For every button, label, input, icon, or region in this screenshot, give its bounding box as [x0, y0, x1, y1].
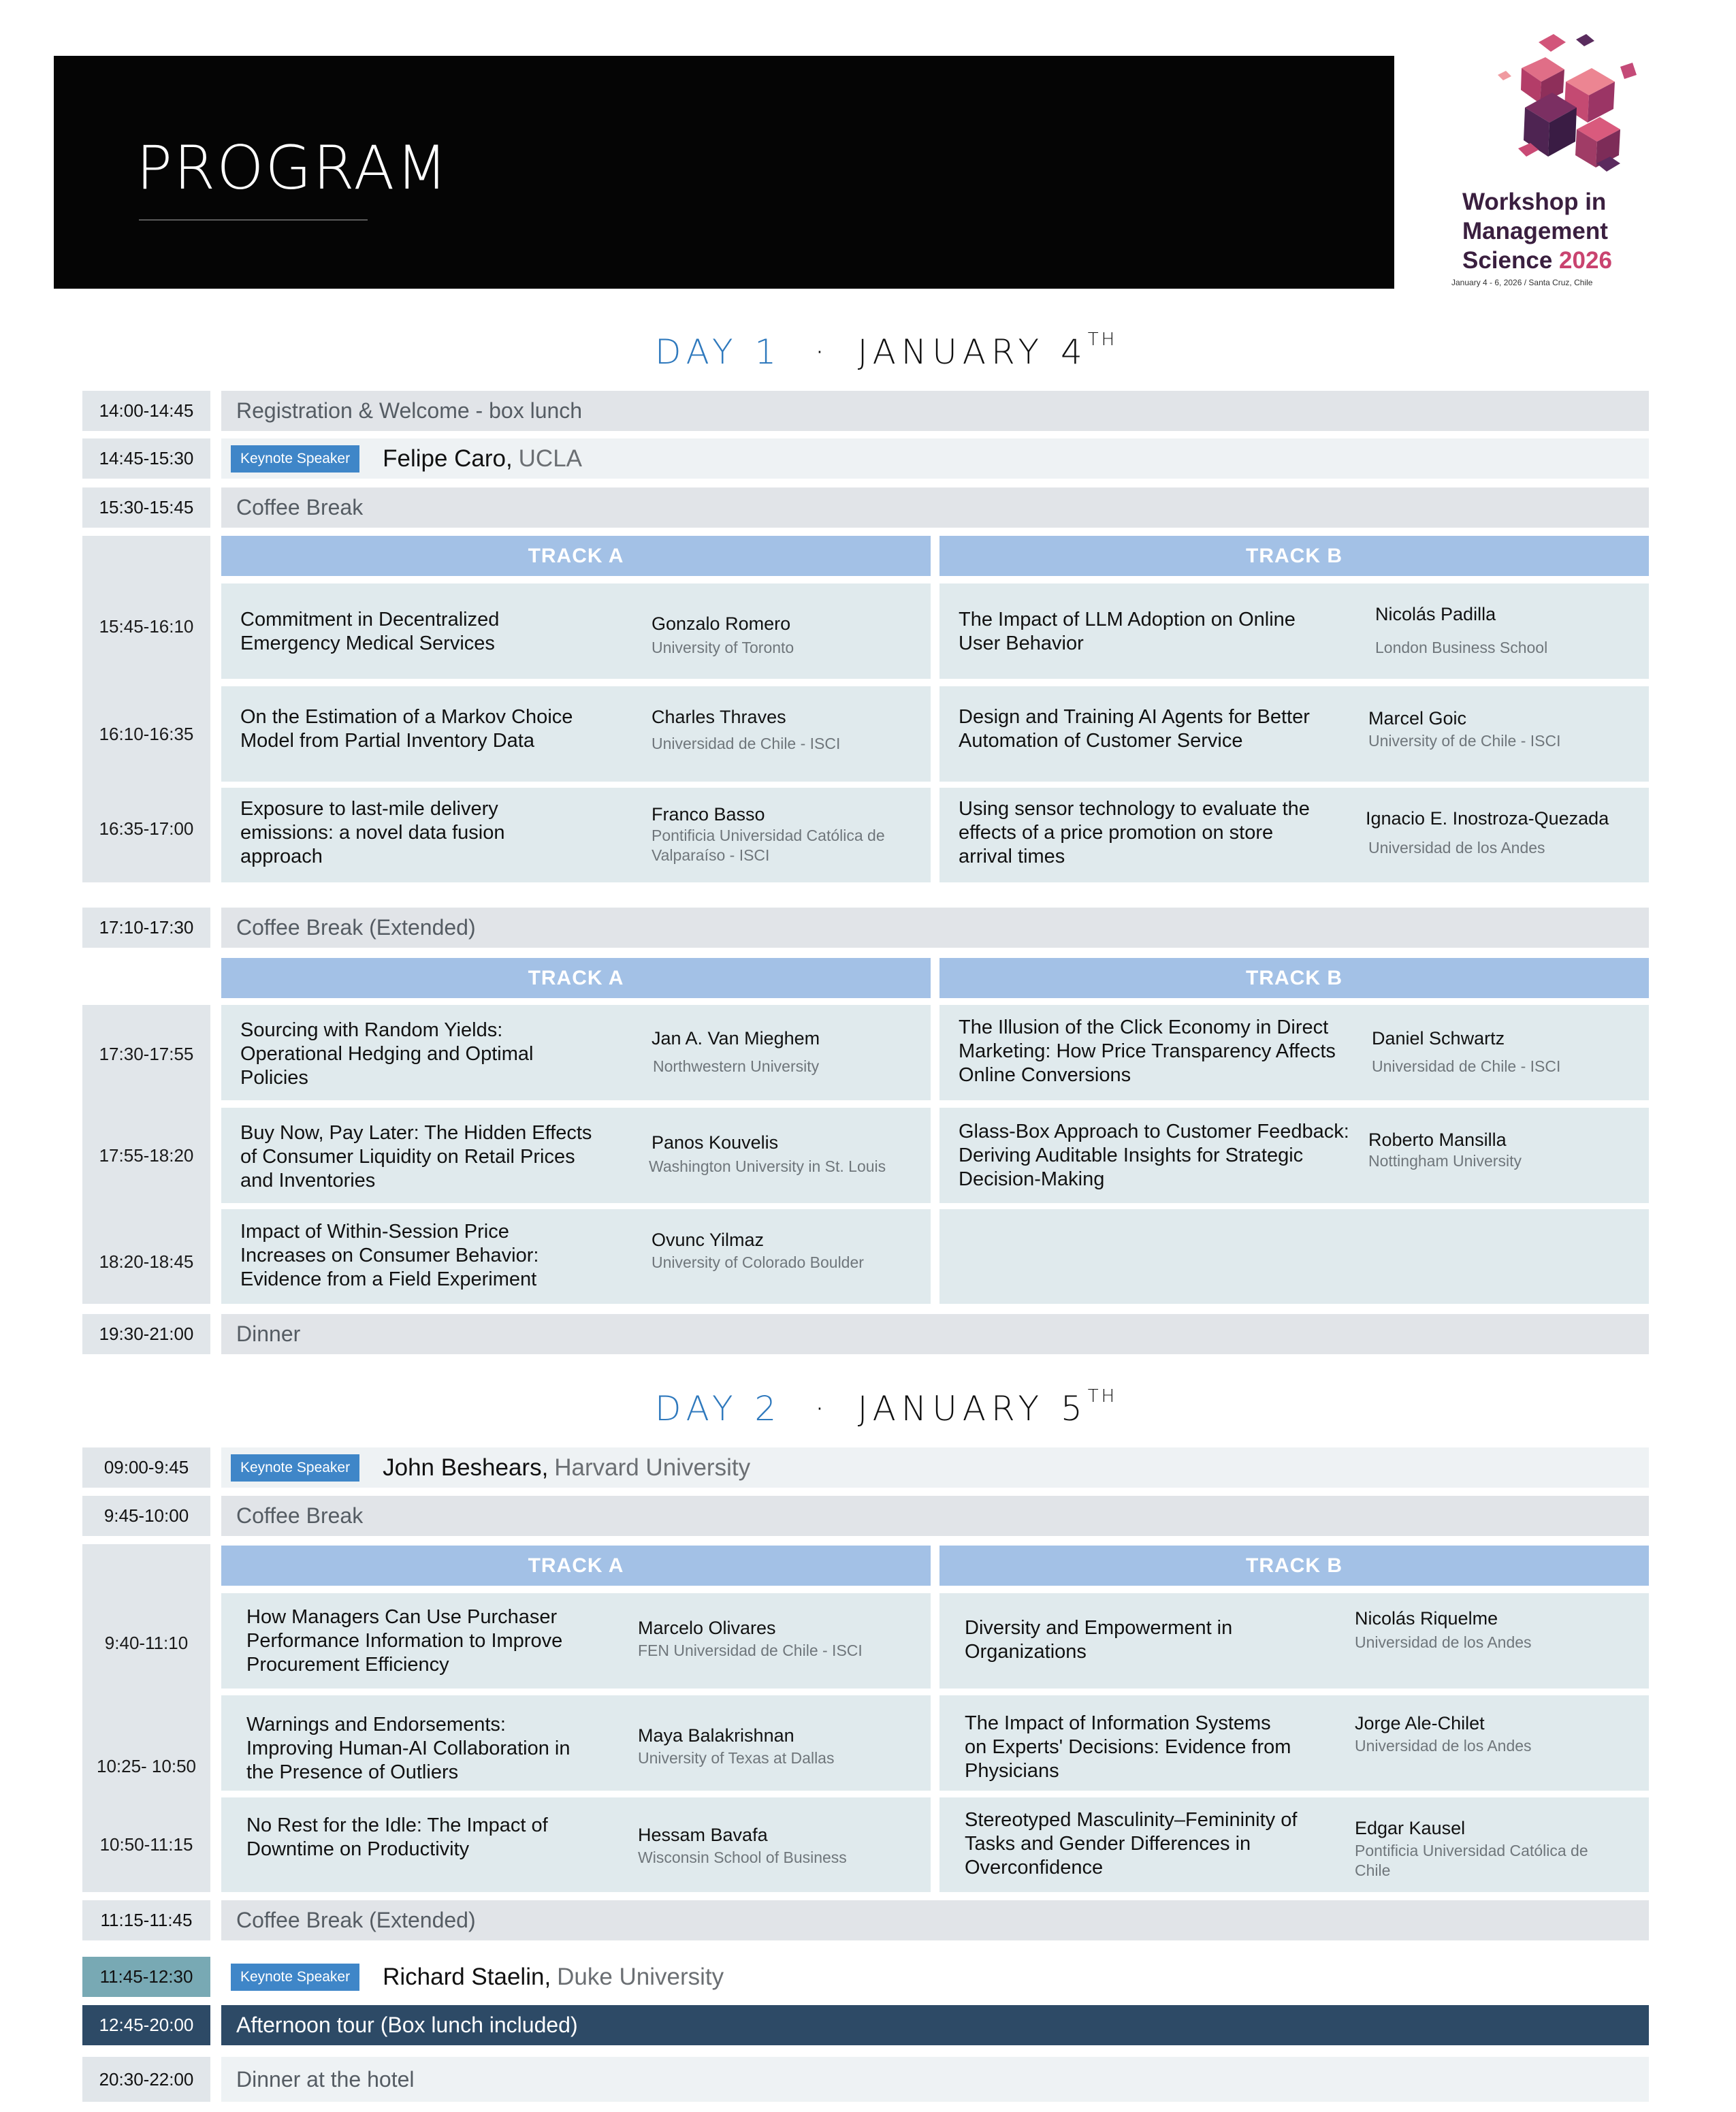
- talk-title: The Illusion of the Click Economy in Direct Marketing: How Price Transparency Affects Online Conversions: [959, 1017, 1336, 1086]
- day2-title: DAY 2 · JANUARY 5TH: [655, 1386, 1118, 1428]
- track-b-header: TRACK B: [939, 958, 1649, 998]
- talk-speaker: Panos Kouvelis: [652, 1132, 779, 1153]
- talk-affiliation: London Business School: [1375, 639, 1548, 656]
- talk-affiliation: Universidad de los Andes: [1368, 839, 1545, 857]
- time-cell: 19:30-21:00: [82, 1314, 210, 1354]
- coffee-break-bar: Coffee Break: [221, 487, 1649, 528]
- talk-card: [939, 1797, 1649, 1892]
- talk-speaker: Hessam Bavafa: [638, 1825, 768, 1845]
- talk-title: Exposure to last-mile delivery emissions: a novel data fusion approach: [240, 798, 505, 867]
- talk-card: [221, 1797, 931, 1892]
- talk-speaker: Edgar Kausel: [1355, 1818, 1466, 1838]
- keynote-badge: Keynote Speaker: [231, 445, 359, 473]
- track-a-header: TRACK A: [221, 958, 931, 998]
- talk-affiliation: Universidad de Chile - ISCI: [1372, 1057, 1561, 1075]
- talk-affiliation: Wisconsin School of Business: [638, 1849, 847, 1866]
- talk-title: On the Estimation of a Markov Choice Model from Partial Inventory Data: [240, 706, 573, 752]
- talk-affiliation: Pontificia Universidad Católica de Chile: [1355, 1842, 1588, 1879]
- time-cell: 15:30-15:45: [82, 487, 210, 528]
- talk-speaker: Franco Basso: [652, 804, 765, 825]
- keynote-affiliation: Harvard University: [554, 1454, 751, 1481]
- talk-speaker: Jorge Ale-Chilet: [1355, 1713, 1485, 1733]
- talk-card: [939, 1108, 1649, 1203]
- talk-card: [221, 583, 931, 679]
- talk-card: [939, 1005, 1649, 1100]
- empty-talk-slot: [939, 1209, 1649, 1304]
- track-b-header: TRACK B: [939, 536, 1649, 576]
- coffee-break-bar: Coffee Break: [221, 1496, 1649, 1536]
- talk-card: [221, 1209, 931, 1304]
- talk-card: [221, 788, 931, 882]
- talk-speaker: Maya Balakrishnan: [638, 1725, 794, 1746]
- dinner-bar: Dinner at the hotel: [221, 2057, 1649, 2102]
- talk-affiliation: Washington University in St. Louis: [649, 1157, 886, 1175]
- talk-title: Diversity and Empowerment in Organizations: [965, 1617, 1233, 1663]
- talk-speaker: Jan A. Van Mieghem: [652, 1028, 820, 1049]
- talk-card: [221, 686, 931, 782]
- time-label: 15:45-16:10: [99, 616, 194, 637]
- talk-speaker: Ovunc Yilmaz: [652, 1230, 765, 1250]
- time-cell: 12:45-20:00: [82, 2005, 210, 2045]
- keynote-speaker: John Beshears,: [383, 1454, 549, 1481]
- talk-card: [221, 1695, 931, 1791]
- time-cell: 14:45-15:30: [82, 438, 210, 479]
- logo-cubes-icon: [1457, 27, 1641, 191]
- talk-title: Warnings and Endorsements: Improving Human-AI Collaboration in the Presence of Outliers: [246, 1714, 570, 1783]
- keynote-badge: Keynote Speaker: [231, 1964, 359, 1991]
- time-cell: 11:45-12:30: [82, 1957, 210, 1997]
- dinner-bar: Dinner: [221, 1314, 1649, 1354]
- time-cell: 9:45-10:00: [82, 1496, 210, 1536]
- time-label: 10:50-11:15: [99, 1834, 193, 1855]
- keynote-speaker: Felipe Caro,: [383, 445, 513, 472]
- talk-title: Commitment in Decentralized Emergency Medical Services: [240, 609, 500, 654]
- talk-affiliation: Nottingham University: [1368, 1152, 1522, 1170]
- talk-speaker: Daniel Schwartz: [1372, 1028, 1505, 1049]
- talk-card: [939, 583, 1649, 679]
- talk-affiliation: Universidad de los Andes: [1355, 1737, 1532, 1755]
- afternoon-tour-bar: Afternoon tour (Box lunch included): [221, 2005, 1649, 2045]
- track-a-header: TRACK A: [221, 536, 931, 576]
- talk-card: [221, 1108, 931, 1203]
- keynote-speaker: Richard Staelin,: [383, 1963, 551, 1990]
- talk-title: The Impact of LLM Adoption on Online User Behavior: [959, 609, 1296, 654]
- talk-title: Using sensor technology to evaluate the effects of a price promotion on store arrival times: [959, 798, 1310, 867]
- talk-affiliation: Universidad de Chile - ISCI: [652, 735, 841, 752]
- logo-subtitle: January 4 - 6, 2026 / Santa Cruz, Chile: [1451, 278, 1593, 287]
- talk-card: [939, 788, 1649, 882]
- track-b-header: TRACK B: [939, 1546, 1649, 1586]
- talk-title: Buy Now, Pay Later: The Hidden Effects of Consumer Liquidity on Retail Prices and Inventories: [240, 1122, 592, 1191]
- talk-affiliation: FEN Universidad de Chile - ISCI: [638, 1642, 863, 1659]
- talk-affiliation: Pontificia Universidad Católica de Valparaíso - ISCI: [652, 827, 885, 864]
- talk-title: The Impact of Information Systems on Experts' Decisions: Evidence from Physicians: [965, 1712, 1291, 1782]
- time-cell: 17:10-17:30: [82, 908, 210, 948]
- talk-speaker: Marcel Goic: [1368, 708, 1467, 729]
- talk-affiliation: University of de Chile - ISCI: [1368, 732, 1561, 750]
- talk-card: [939, 1695, 1649, 1791]
- time-label: 9:40-11:10: [104, 1633, 189, 1653]
- talk-card: [939, 1593, 1649, 1689]
- time-label: 17:30-17:55: [99, 1044, 194, 1064]
- talk-card: [221, 1005, 931, 1100]
- talk-speaker: Ignacio E. Inostroza-Quezada: [1366, 808, 1609, 829]
- talk-title: No Rest for the Idle: The Impact of Downtime on Productivity: [246, 1814, 548, 1860]
- talk-title: Design and Training AI Agents for Better Automation of Customer Service: [959, 706, 1310, 752]
- keynote-bar: [221, 1447, 1649, 1488]
- talk-speaker: Gonzalo Romero: [652, 613, 791, 634]
- time-label: 10:25- 10:50: [96, 1756, 196, 1776]
- talk-speaker: Marcelo Olivares: [638, 1618, 776, 1638]
- talk-speaker: Nicolás Padilla: [1375, 604, 1496, 624]
- talk-speaker: Nicolás Riquelme: [1355, 1608, 1498, 1629]
- keynote-badge: Keynote Speaker: [231, 1454, 359, 1482]
- coffee-break-bar: Coffee Break (Extended): [221, 1900, 1649, 1940]
- time-cell: 14:00-14:45: [82, 391, 210, 431]
- talk-card: [221, 1593, 931, 1689]
- coffee-break-bar: Coffee Break (Extended): [221, 908, 1649, 948]
- page-title: PROGRAM: [136, 133, 449, 203]
- talk-affiliation: Universidad de los Andes: [1355, 1633, 1532, 1651]
- talk-card: [939, 686, 1649, 782]
- title-underline: [139, 219, 368, 221]
- talk-title: Stereotyped Masculinity–Femininity of Tasks and Gender Differences in Overconfidence: [965, 1809, 1298, 1878]
- keynote-affiliation: Duke University: [557, 1963, 724, 1990]
- keynote-bar: [221, 1957, 1649, 1997]
- time-label: 16:10-16:35: [99, 724, 194, 744]
- registration-bar: Registration & Welcome - box lunch: [221, 391, 1649, 431]
- talk-title: Impact of Within-Session Price Increases on Consumer Behavior: Evidence from a Field Experiment: [240, 1221, 539, 1290]
- talk-speaker: Roberto Mansilla: [1368, 1130, 1507, 1150]
- talk-affiliation: University of Colorado Boulder: [652, 1253, 864, 1271]
- talk-affiliation: Northwestern University: [653, 1057, 820, 1075]
- talk-title: Sourcing with Random Yields: Operational Hedging and Optimal Policies: [240, 1019, 534, 1089]
- keynote-bar: [221, 438, 1649, 479]
- time-cell: 20:30-22:00: [82, 2057, 210, 2102]
- time-cell: 11:15-11:45: [82, 1900, 210, 1940]
- talk-affiliation: University of Toronto: [652, 639, 794, 656]
- talk-speaker: Charles Thraves: [652, 707, 786, 727]
- talk-title: Glass-Box Approach to Customer Feedback: Deriving Auditable Insights for Strategic Decision-Making: [959, 1121, 1349, 1190]
- logo-wordmark: Workshop in Management Science 2026: [1462, 189, 1612, 274]
- day1-title: DAY 1 · JANUARY 4TH: [655, 330, 1118, 372]
- time-label: 17:55-18:20: [99, 1145, 194, 1166]
- talk-title: How Managers Can Use Purchaser Performance Information to Improve Procurement Efficiency: [246, 1606, 563, 1676]
- time-label: 18:20-18:45: [99, 1251, 194, 1272]
- keynote-affiliation: UCLA: [518, 445, 583, 472]
- time-label: 16:35-17:00: [99, 818, 194, 839]
- talk-affiliation: University of Texas at Dallas: [638, 1749, 835, 1767]
- track-a-header: TRACK A: [221, 1546, 931, 1586]
- time-cell: 09:00-9:45: [82, 1447, 210, 1488]
